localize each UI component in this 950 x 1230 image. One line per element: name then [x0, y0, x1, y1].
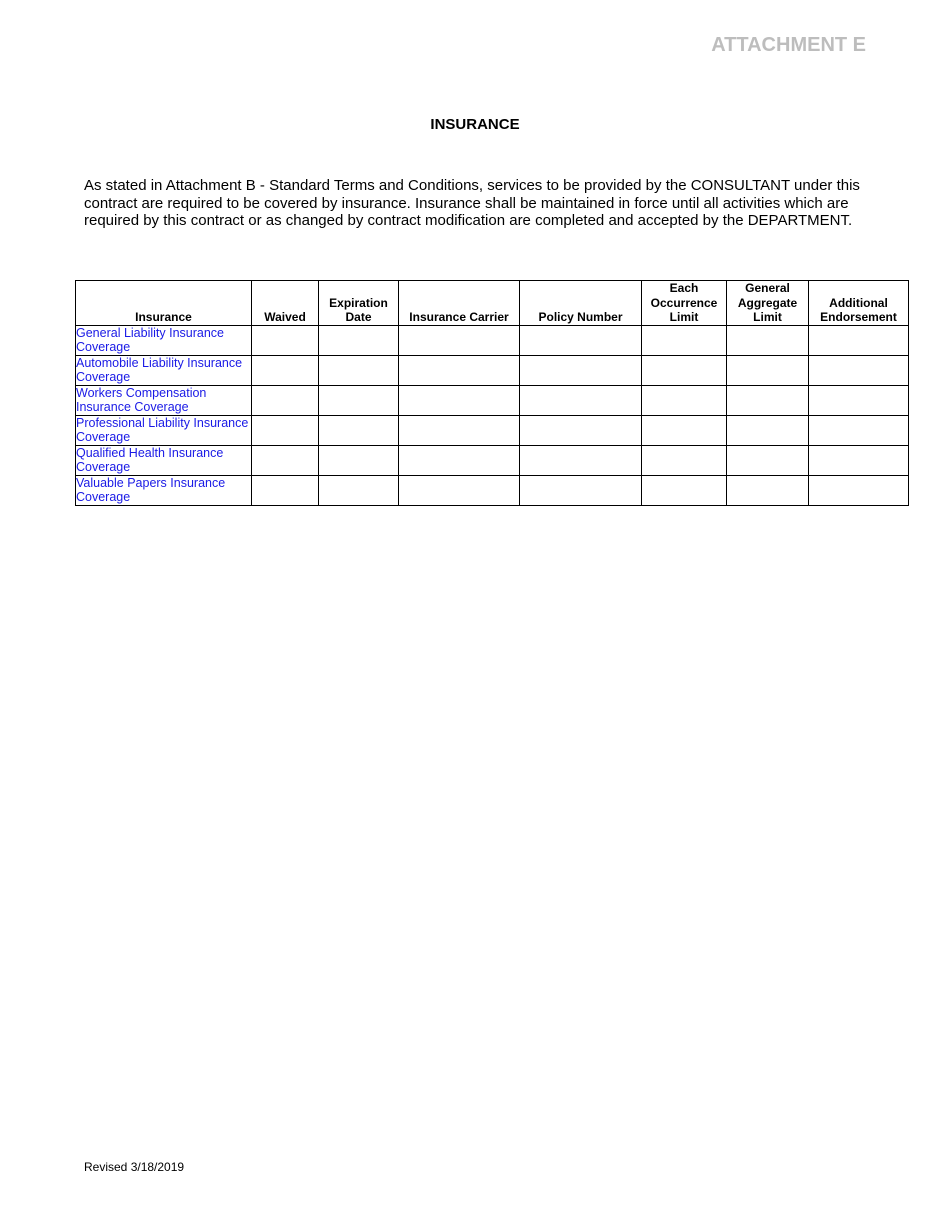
additional-endorsement-cell	[809, 325, 909, 355]
expiration-date-cell	[319, 475, 399, 505]
expiration-date-cell	[319, 415, 399, 445]
insurance-carrier-cell	[399, 355, 520, 385]
column-header: Insurance Carrier	[399, 281, 520, 326]
intro-paragraph: As stated in Attachment B - Standard Terms and Conditions, services to be provided by the CONSULTANT under this contract are required to be covered by insurance. Insurance shall be maintained in force until all activities which are required by this contract or as changed by contract modification are completed and accepted by the DEPARTMENT.	[84, 177, 860, 229]
insurance-type-link[interactable]: Automobile Liability Insurance Coverage	[76, 355, 252, 385]
table-row	[76, 415, 909, 445]
insurance-carrier-cell	[399, 415, 520, 445]
each-occurrence-limit-cell	[642, 445, 727, 475]
each-occurrence-limit-cell	[642, 415, 727, 445]
column-header: Insurance	[76, 281, 252, 326]
table-row	[76, 325, 909, 355]
waived-cell	[252, 325, 319, 355]
each-occurrence-limit-cell	[642, 355, 727, 385]
expiration-date-cell	[319, 355, 399, 385]
general-aggregate-limit-cell	[727, 325, 809, 355]
waived-cell	[252, 415, 319, 445]
column-header: Expiration Date	[319, 281, 399, 326]
page-title: INSURANCE	[430, 116, 520, 133]
general-aggregate-limit-cell	[727, 475, 809, 505]
insurance-table	[75, 280, 909, 506]
additional-endorsement-cell	[809, 355, 909, 385]
each-occurrence-limit-cell	[642, 475, 727, 505]
insurance-type-link[interactable]: Workers Compensation Insurance Coverage	[76, 385, 252, 415]
table-row	[76, 355, 909, 385]
insurance-type-link[interactable]: Qualified Health Insurance Coverage	[76, 445, 252, 475]
column-header: Policy Number	[520, 281, 642, 326]
table-row	[76, 445, 909, 475]
table-header-row	[76, 281, 909, 326]
general-aggregate-limit-cell	[727, 355, 809, 385]
waived-cell	[252, 385, 319, 415]
table-row	[76, 385, 909, 415]
insurance-carrier-cell	[399, 475, 520, 505]
policy-number-cell	[520, 445, 642, 475]
expiration-date-cell	[319, 445, 399, 475]
general-aggregate-limit-cell	[727, 445, 809, 475]
expiration-date-cell	[319, 385, 399, 415]
policy-number-cell	[520, 475, 642, 505]
policy-number-cell	[520, 325, 642, 355]
insurance-carrier-cell	[399, 325, 520, 355]
insurance-carrier-cell	[399, 445, 520, 475]
column-header: General Aggregate Limit	[727, 281, 809, 326]
insurance-carrier-cell	[399, 385, 520, 415]
policy-number-cell	[520, 415, 642, 445]
general-aggregate-limit-cell	[727, 385, 809, 415]
expiration-date-cell	[319, 325, 399, 355]
each-occurrence-limit-cell	[642, 385, 727, 415]
policy-number-cell	[520, 385, 642, 415]
table-row	[76, 475, 909, 505]
insurance-type-link[interactable]: Professional Liability Insurance Coverage	[76, 415, 252, 445]
additional-endorsement-cell	[809, 475, 909, 505]
waived-cell	[252, 445, 319, 475]
column-header: Each Occurrence Limit	[642, 281, 727, 326]
policy-number-cell	[520, 355, 642, 385]
additional-endorsement-cell	[809, 445, 909, 475]
each-occurrence-limit-cell	[642, 325, 727, 355]
revised-date: Revised 3/18/2019	[84, 1160, 185, 1174]
insurance-type-link[interactable]: Valuable Papers Insurance Coverage	[76, 475, 252, 505]
waived-cell	[252, 475, 319, 505]
column-header: Additional Endorsement	[809, 281, 909, 326]
waived-cell	[252, 355, 319, 385]
general-aggregate-limit-cell	[727, 415, 809, 445]
additional-endorsement-cell	[809, 415, 909, 445]
attachment-label: ATTACHMENT E	[711, 34, 866, 56]
column-header: Waived	[252, 281, 319, 326]
additional-endorsement-cell	[809, 385, 909, 415]
insurance-type-link[interactable]: General Liability Insurance Coverage	[76, 325, 252, 355]
